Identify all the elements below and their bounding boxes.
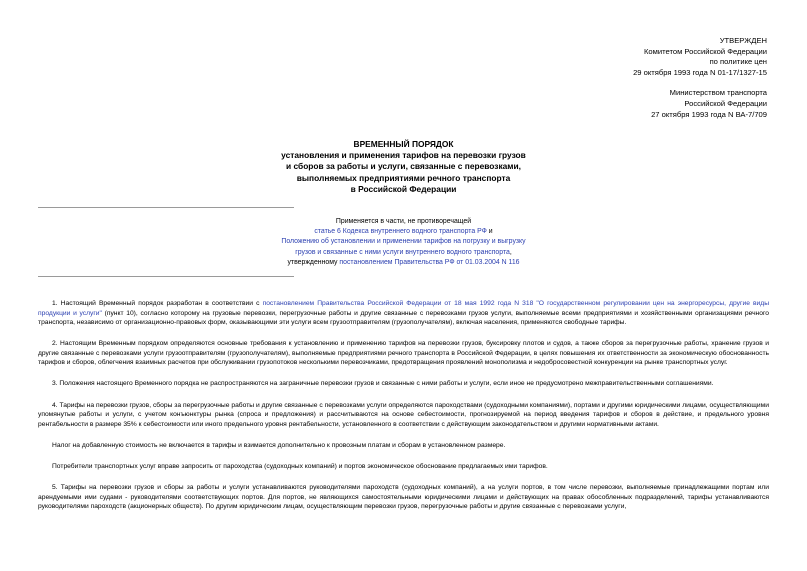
regulation-link-cont[interactable]: грузов и связанные с ними услуги внутреннего водного транспорта (295, 248, 510, 256)
paragraph-3: 3. Положения настоящего Временного порядка не распространяются на заграничные перевозки грузов и связанные с ними работы и услуги, если иное не предусмотрено межправительственными соглашениями. (52, 380, 714, 388)
note-line (0, 237, 807, 247)
note-line: грузов и связанные с ними услуги внутреннего водного транспорта, (295, 248, 512, 256)
paragraph-vat: Налог на добавленную стоимость не включается в тарифы и взимается дополнительно к провозным платам и сборам в установленном размере. (52, 441, 506, 449)
paragraph-5: 5. Тарифы на перевозки грузов и сборы за работы и услуги устанавливаются руководителями пароходств (судоходных компаний), а на услуги портов, в том числе перевозки, выполняемые принадлежащими портам или арендуемыми ими судами - руководителями соответствующих портов. Для портов, не являющихся самостоятельными юридическими лицами и действующих на правах обособленных подразделений, тарифы устанавливаются руководителями пароходств (акционерных обществ). По другим юридическим лицам, осуществляющим перевозки грузов, перегрузочные работы и другие связанные с перевозками услуги, (38, 484, 769, 511)
title-line: ВРЕМЕННЫЙ ПОРЯДОК (353, 139, 454, 149)
paragraph-2: 2. Настоящим Временным порядком определяются основные требования к установлению и применению тарифов на перевозки грузов, буксировку плотов и судов, а также сборов за перегрузочные работы, хранение грузов и другие связанные с перевозками услуги грузоотправителям (грузополучателям), выполняемые предприятиями речного транспорта в Российской Федерации, в целях повышения их ответственности за экономическую обоснованность тарифов и сборов, облегчения взаимных расчетов при обслуживании грузопотоков несколькими перевозчиками, предотвращения проявлений монополизма и недобросовестной конкуренции на рынке транспортных услуг. (38, 340, 769, 367)
paragraph-4: 4. Тарифы на перевозки грузов, сборы за перегрузочные работы и другие связанные с перевозками услуги определяются пароходствами (судоходными компаниями), портами и другими юридическими лицами, осуществляющими упомянутые работы и услуги, с учетом конъюнктуры рынка (спроса и предложения) и рассчитываются на основе себестоимости, прогнозируемой на период введения тарифов и сборов в действие, и предельного уровня рентабельности в размере 35% к себестоимости или иного предельного уровня рентабельности, установленного в соответствии с действующим законодательством и другими нормативными актами. (38, 401, 769, 428)
title-line: установления и применения тарифов на перевозки грузов (281, 150, 526, 161)
approval-line: 27 октября 1993 года N ВА-7/709 (651, 109, 767, 119)
title-line: выполняемых предприятиями речного транспорта (296, 172, 511, 183)
approval-line: по политике цен (709, 57, 767, 67)
approval-block (633, 36, 767, 120)
resolution-318-link[interactable]: постановлением Правительства Российской Федерации от 18 мая 1992 года N 318 "О государственном регулировании цен на энергоресурсы, другие виды продукции и услуги" (38, 300, 770, 317)
document-body (38, 299, 769, 523)
approval-gap (633, 78, 767, 88)
divider-bottom (38, 276, 294, 277)
note-line: Применяется в части, не противоречащей (335, 218, 472, 225)
paragraph-consumers: Потребители транспортных услуг вправе запросить от пароходства (судоходных компаний) и портов экономическое обоснование предлагаемых ими тарифов. (52, 462, 548, 470)
applicability-note (0, 217, 807, 268)
resolution-116-link[interactable]: постановлением Правительства РФ от 01.03.2004 N 116 (339, 258, 520, 266)
approval-line: 29 октября 1993 года N 01-17/1327-15 (633, 67, 767, 77)
document-title (0, 139, 807, 195)
divider-top (38, 207, 294, 208)
title-line: в Российской Федерации (350, 183, 457, 194)
approval-line: Комитетом Российской Федерации (644, 46, 767, 56)
note-line: утвержденному постановлением Правительства РФ от 01.03.2004 N 116 (287, 258, 520, 266)
approval-heading: УТВЕРЖДЕН (719, 36, 767, 45)
article-6-link[interactable]: статье 6 Кодекса внутреннего водного транспорта РФ (314, 228, 487, 236)
regulation-link[interactable]: Положению об установлении и применении тарифов на погрузку и выгрузку (281, 238, 526, 246)
title-line: и сборов за работы и услуги, связанные с перевозками, (286, 161, 521, 172)
approval-line: Министерством транспорта (669, 88, 767, 98)
approval-line: Российской Федерации (684, 98, 767, 108)
note-line: статье 6 Кодекса внутреннего водного транспорта РФ и (314, 228, 493, 236)
paragraph-1: 1. Настоящий Временный порядок разработан в соответствии с постановлением Правительства Российской Федерации от 18 мая 1992 года N 318 "О государственном регулировании цен на энергоресурсы, другие виды продукции и услуги" (пункт 10), согласно которому на грузовые перевозки, перегрузочные работы и другие связанные с перевозками грузов услуги, выполняемые всеми предприятиями и хозяйственными организациями речного транспорта, независимо от организационно-правовых форм, оказывающими эти услуги всем грузоотправителям (грузополучателям), включая населения, применяются свободные тарифы. (38, 300, 770, 327)
